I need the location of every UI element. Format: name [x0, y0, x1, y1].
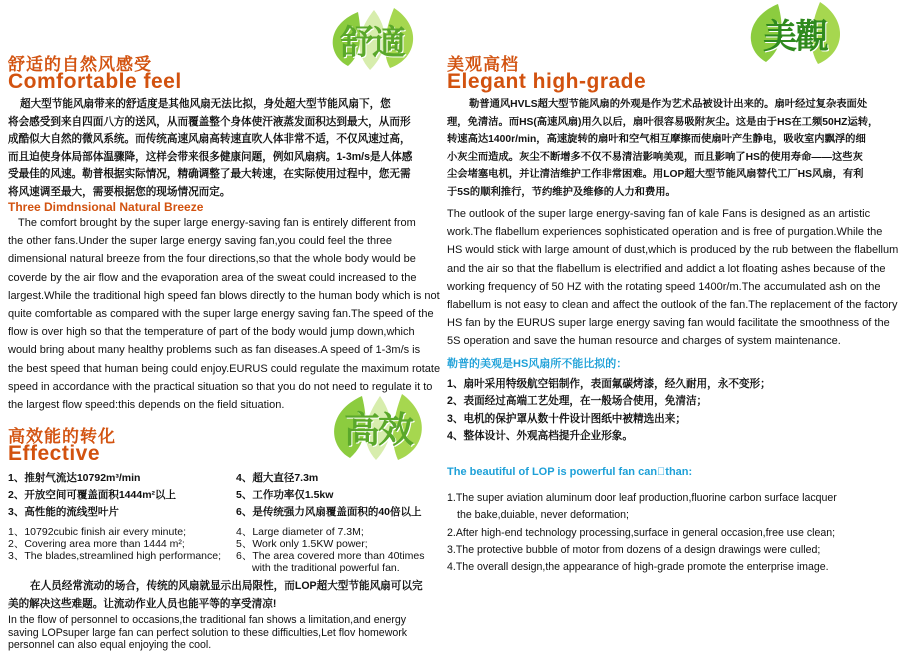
comfort-cn-line: 超大型节能风扇带来的舒适度是其他风扇无法比拟，身处超大型节能风扇下，您: [20, 98, 391, 110]
comfort-en-line: coverde by the air flow and the evaporation area of the sweat could increased to the: [8, 271, 417, 284]
spec-item: 1、推射气流达10792m³/min: [8, 472, 141, 484]
elegant-blue-heading-cn: 勒普的美观是HS风扇所不能比拟的：: [447, 358, 628, 370]
elegant-en-line: and the air so that the flabellum is electrified and addict a lot floating ashes because of the: [447, 262, 886, 275]
effective-badge-text: 高效: [343, 408, 412, 451]
effective-en-line: saving LOPsuper large fan can perfect solution to these difficulties,Let flov homework: [8, 626, 408, 639]
spec-item: 6、The area covered more than 40times: [236, 550, 425, 562]
comfort-leaf-badge: [318, 6, 426, 72]
list-item: the bake,duiable, never deformation;: [457, 509, 629, 522]
elegant-title-cn: 美观高档: [447, 55, 519, 74]
list-item: 4、整体设计、外观高档提升企业形象。: [447, 429, 633, 442]
effective-en-line: personnel can also equal enjoying the cool.: [8, 639, 212, 651]
elegant-en-paragraph: [447, 205, 897, 351]
list-item: 3、电机的保护罩从数十件设计图纸中被精选出来；: [447, 412, 686, 425]
elegant-cn-line: 小灰尘而造成。灰尘不断增多不仅不易清洁影响美观，而且影响了HS的使用寿命——这些灰: [447, 151, 863, 163]
comfort-en-line: dimensional natural breeze from the four directions,so that the whole body would be: [8, 253, 416, 266]
spec-item: 4、超大直径7.3m: [236, 472, 319, 484]
specs-cn-right: [236, 471, 422, 520]
spec-item: 3、The blades,streamlined high performance;: [8, 550, 222, 562]
effective-title-cn: 高效能的转化: [8, 427, 116, 446]
elegant-cn-line: 转速高达1400r/min，高速旋转的扇叶和空气相互摩擦而使扇叶产生静电，吸收室内飘浮的细: [447, 134, 866, 145]
specs-en-left: [8, 526, 221, 562]
list-item: 4.The overall design,the appearance of high-grade promote the enterprise image.: [447, 561, 829, 574]
elegant-list-cn: [447, 376, 771, 445]
list-item: 1.The super aviation aluminum door leaf production,fluorine carbon surface lacquer: [447, 492, 837, 504]
elegant-en-line: The outlook of the super large energy-saving fan of kale Fans is designed as an artistic: [447, 208, 871, 220]
elegant-cn-line: 理，免清洁。而HS(高速风扇)用久以后，扇叶很容易吸附灰尘。这是由于HS在工频50HZ运转，: [447, 116, 879, 128]
comfort-en-line: speed in accordance with the practical situation so that you do not need to regulate it to: [8, 380, 433, 393]
comfort-en-line: quite comfortable as compared with the super large energy saving fan.The speed of the: [8, 308, 434, 321]
comfort-en-line: The comfort brought by the super large energy-saving fan is entirely different from: [18, 217, 416, 229]
elegant-blue-heading-en: The beautiful of LOP is powerful fan can than:: [447, 466, 693, 478]
spec-item: 2、Covering area more than 1444 m²;: [8, 538, 185, 550]
elegant-en-line: HS would stick with large amount of dust,which is produced by the rub between the flabellum: [447, 244, 899, 257]
spec-item: 5、Work only 1.5KW power;: [236, 538, 368, 550]
comfort-subheading: Three Dimdnsional Natural Breeze: [8, 200, 204, 214]
elegant-en-line: work.The flabellum experiences sophisticated operation and is free of purgation.While the: [447, 226, 883, 239]
comfort-cn-paragraph: [8, 96, 434, 201]
effective-en-line: In the flow of personnel to occasions,the traditional fan shows a limitation,and energy: [8, 614, 407, 626]
list-item: 2.After high-end technology processing,surface in general occasion,free use clean;: [447, 526, 836, 539]
elegant-list-en: [447, 490, 837, 576]
spec-item: 3、高性能的流线型叶片: [8, 506, 119, 518]
elegant-badge-text: 美觀: [763, 16, 827, 57]
comfort-en-line: the largest flow speed:this depends on the field situation.: [8, 399, 285, 412]
effective-title-en: Effective: [8, 442, 101, 465]
effective-cn-line: 在人员经常流动的场合，传统的风扇就显示出局限性，而LOP超大型节能风扇可以完: [30, 580, 423, 592]
elegant-leaf-badge: [740, 0, 850, 66]
comfort-cn-line: 受最佳的风速。勒普根据实际情况，精确调整了最大转速，在实际使用过程中，您无需: [8, 168, 411, 180]
comfort-en-line: would bring about many healthy problems such as fan diseases.A speed of 1-3m/s is: [8, 344, 421, 357]
effective-en-paragraph: [8, 614, 434, 652]
spec-item: with the traditional powerful fan.: [252, 562, 400, 574]
comfort-en-paragraph: [8, 214, 441, 414]
comfort-title-cn: 舒适的自然风感受: [8, 55, 152, 74]
elegant-cn-paragraph: [447, 96, 897, 201]
elegant-en-line: HS fan by the EURUS super large energy saving fan would facilitate the smoothness of the: [447, 317, 890, 330]
effective-leaf-badge: [322, 392, 434, 462]
elegant-cn-line: 于5S的顺利推行，节约维护及维修的人力和费用。: [447, 186, 676, 198]
elegant-en-line: flabellum is not easy to clean and affect the outlook of the fan.The replacement of the factory: [447, 299, 898, 312]
spec-item: 6、是传统强力风扇覆盖面积的40倍以上: [236, 506, 422, 518]
effective-cn-line: 美的解决这些难题。让流动作业人员也能平等的享受清凉!: [8, 597, 277, 610]
comfort-en-line: flow is over high so that the temperature of part of the body would jump down,which: [8, 326, 415, 339]
specs-cn-left: [8, 471, 176, 520]
effective-cn-paragraph: [8, 578, 434, 613]
comfort-en-line: largest.While the traditional high speed fan blows directly to the human body which is not: [8, 289, 440, 302]
specs-en-right: [236, 526, 425, 574]
list-item: 3.The protective bubble of motor from dozens of a design drawings were culled;: [447, 543, 821, 556]
comfort-title-en: Comfortable feel: [8, 70, 182, 93]
spec-item: 4、Large diameter of 7.3M;: [236, 526, 364, 538]
list-item: 1、扇叶采用特级航空铝制作，表面氟碳烤漆，经久耐用，永不变形；: [447, 378, 771, 390]
comfort-en-line: the other fans.Under the super large energy saving fan,you could feel the three: [8, 235, 393, 248]
spec-item: 1、10792cubic finish air every minute;: [8, 526, 187, 538]
elegant-cn-line: 尘会堵塞电机，并让清洁维护工作非常困难。用LOP超大型节能风扇替代工厂HS风扇，有利: [447, 169, 864, 180]
spec-item: 5、工作功率仅1.5kw: [236, 489, 334, 501]
list-item: 2、表面经过高端工艺处理，在一般场合使用，免清洁；: [447, 395, 708, 408]
comfort-badge-text: 舒適: [340, 22, 404, 63]
comfort-cn-line: 而且迫使身体局部体温骤降，这样会带来很多健康问题，例如风扇病。1-3m/s是人体感: [8, 150, 413, 163]
spec-item: 2、开放空间可覆盖面积1444m²以上: [8, 489, 177, 501]
comfort-cn-line: 将会感受到来自四面八方的送风，从而覆盖整个身体使汗液蒸发面积达到最大，从而形: [8, 115, 411, 128]
elegant-title-en: Elegant high-grade: [447, 70, 647, 93]
elegant-cn-line: 勒普通风HVLS超大型节能风扇的外观是作为艺术品被设计出来的。扇叶经过复杂表面处: [469, 99, 868, 110]
comfort-cn-line: 将风速调至最大，需要根据您的现场情况而定。: [8, 185, 231, 198]
elegant-en-line: 5S operation and save the human resource and charges of system maintenance.: [447, 335, 841, 348]
elegant-en-line: working frequency of 50 HZ with the rotating speed 1400r/m.The accumulated ash on the: [447, 280, 881, 293]
comfort-cn-line: 成酷似大自然的微风系统。而传统高速风扇高转速直吹人体非常不适，不仅风速过高，: [8, 133, 411, 145]
comfort-en-line: the best speed that human being could enjoy.EURUS could regulate the maximum rotate: [8, 362, 441, 375]
